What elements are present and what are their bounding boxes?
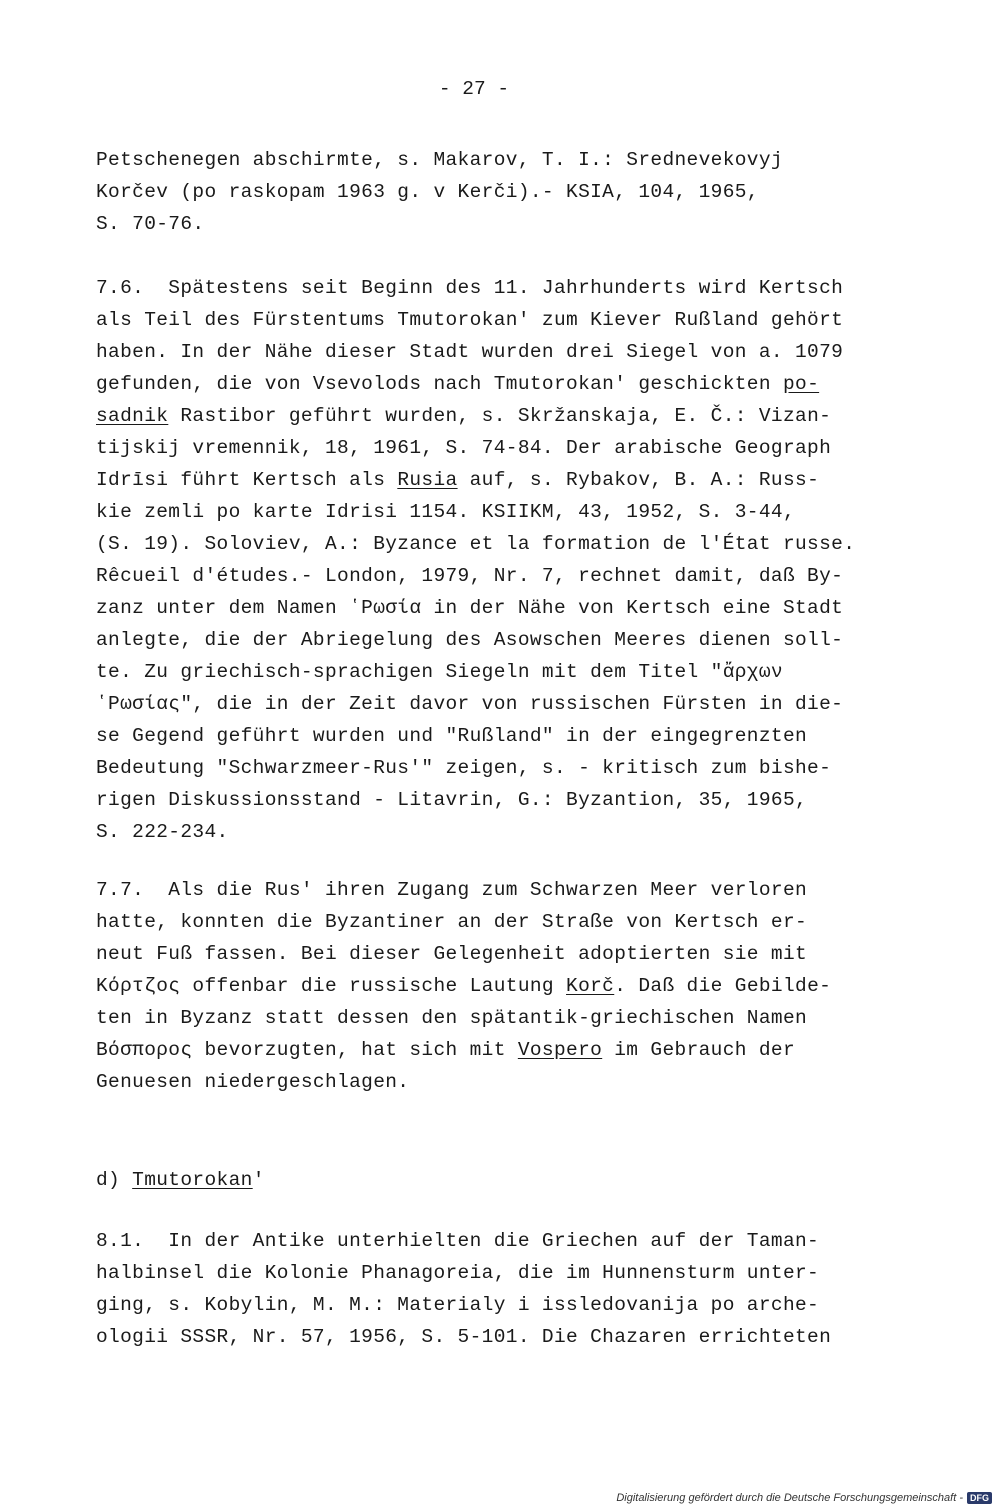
text-line: Genuesen niedergeschlagen. — [96, 1071, 410, 1093]
text-line: ʽΡωσίας", die in der Zeit davor von russischen Fürsten in die- — [96, 693, 844, 715]
text-segment: Idrīsi führt Kertsch als — [96, 469, 398, 491]
text-line: haben. In der Nähe dieser Stadt wurden drei Siegel von a. 1079 — [96, 341, 844, 363]
underlined-term: Rusia — [397, 469, 458, 491]
text-line: (S. 19). Soloviev, A.: Byzance et la formation de l'État russe. — [96, 533, 856, 555]
text-line — [96, 464, 936, 496]
paragraph-8-1 — [96, 1225, 936, 1353]
text-line: ten in Byzanz statt dessen den spätantik-griechischen Namen — [96, 1007, 808, 1029]
text-line — [96, 400, 936, 432]
text-segment: . Daß die Gebilde- — [614, 975, 832, 997]
text-line: hatte, konnten die Byzantiner an der Straße von Kertsch er- — [96, 911, 808, 933]
text-line — [96, 970, 936, 1002]
paragraph-continuation — [96, 144, 936, 240]
text-line: 8.1. In der Antike unterhielten die Griechen auf der Taman- — [96, 1230, 820, 1252]
paragraph-7-7 — [96, 874, 936, 1098]
text-line: tijskij vremennik, 18, 1961, S. 74-84. Der arabische Geograph — [96, 437, 832, 459]
heading-prefix: d) — [96, 1169, 133, 1191]
text-segment: gefunden, die von Vsevolods nach Tmutorokan' geschickten — [96, 373, 783, 395]
page-number: - 27 - — [438, 78, 510, 100]
text-segment: Κόρτζος offenbar die russische Lautung — [96, 975, 567, 997]
text-line: anlegte, die der Abriegelung des Asowschen Meeres dienen soll- — [96, 629, 844, 651]
underlined-term: sadnik — [96, 405, 169, 427]
text-line — [96, 368, 936, 400]
dfg-logo: DFG — [967, 1492, 992, 1504]
heading-title: Tmutorokan — [132, 1169, 253, 1191]
underlined-term: po- — [782, 373, 820, 395]
text-segment: auf, s. Rybakov, B. A.: Russ- — [457, 469, 820, 491]
text-line: ologii SSSR, Nr. 57, 1956, S. 5-101. Die Chazaren errichteten — [96, 1326, 832, 1348]
underlined-term: Vospero — [517, 1039, 603, 1061]
heading-line — [96, 1164, 936, 1196]
text-segment: im Gebrauch der — [602, 1039, 796, 1061]
text-line: 7.6. Spätestens seit Beginn des 11. Jahrhunderts wird Kertsch — [96, 277, 844, 299]
text-segment: Rastibor geführt wurden, s. Skržanskaja, E. Č.: Vizan- — [168, 405, 832, 427]
text-line: rigen Diskussionsstand - Litavrin, G.: Byzantion, 35, 1965, — [96, 789, 808, 811]
text-line: te. Zu griechisch-sprachigen Siegeln mit dem Titel "ἄρχων — [96, 661, 783, 683]
text-line: se Gegend geführt wurden und "Rußland" in der eingegrenzten — [96, 725, 808, 747]
text-line: halbinsel die Kolonie Phanagoreia, die im Hunnensturm unter- — [96, 1262, 820, 1284]
heading-suffix: ' — [252, 1169, 265, 1191]
footer-text: Digitalisierung gefördert durch die Deutsche Forschungsgemeinschaft - — [616, 1492, 963, 1504]
text-line: Bedeutung "Schwarzmeer-Rus'" zeigen, s. - kritisch zum bishe- — [96, 757, 832, 779]
text-line: 7.7. Als die Rus' ihren Zugang zum Schwarzen Meer verloren — [96, 879, 808, 901]
text-line: neut Fuß fassen. Bei dieser Gelegenheit adoptierten sie mit — [96, 943, 808, 965]
section-heading — [96, 1164, 936, 1196]
digitization-footer — [616, 1492, 992, 1504]
text-line: zanz unter dem Namen ʽΡωσία in der Nähe von Kertsch eine Stadt — [96, 597, 844, 619]
text-line — [96, 1034, 936, 1066]
text-line: Korčev (po raskopam 1963 g. v Kerči).- KSIA, 104, 1965, — [96, 181, 759, 203]
text-line: S. 222-234. — [96, 821, 229, 843]
text-line: als Teil des Fürstentums Tmutorokan' zum Kiever Rußland gehört — [96, 309, 844, 331]
text-line: S. 70-76. — [96, 213, 205, 235]
text-line: Petschenegen abschirmte, s. Makarov, T. I.: Srednevekovyj — [96, 149, 783, 171]
paragraph-7-6 — [96, 272, 936, 848]
text-line: ging, s. Kobylin, M. M.: Materialy i issledovanija po arche- — [96, 1294, 820, 1316]
text-line: Rêcueil d'études.- London, 1979, Nr. 7, rechnet damit, daß By- — [96, 565, 844, 587]
text-line: kie zemli po karte Idrisi 1154. KSIIKM, 43, 1952, S. 3-44, — [96, 501, 796, 523]
text-segment: Βόσπορος bevorzugten, hat sich mit — [96, 1039, 518, 1061]
underlined-term: Korč — [566, 975, 615, 997]
